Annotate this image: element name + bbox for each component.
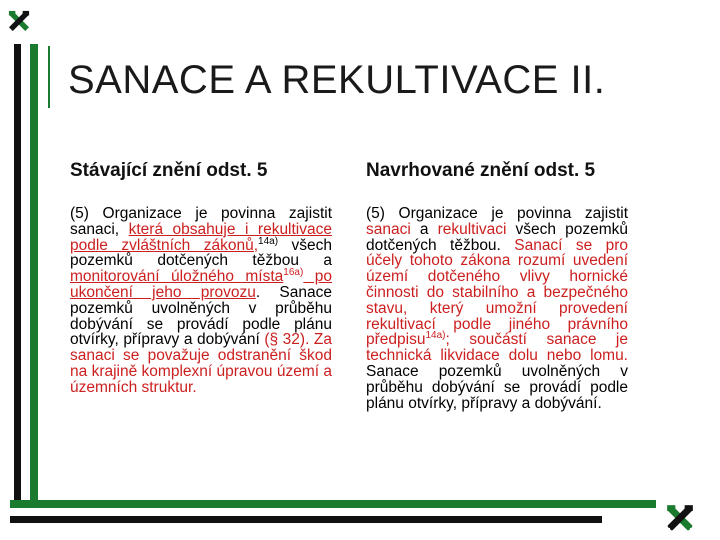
left-dark-bar xyxy=(14,44,21,500)
red-text-segment: ; součástí sanace je technická likvidace dolu nebo lomu. xyxy=(366,331,628,365)
red-text-segment: Sanací se pro účely tohoto zákona rozumí uvedení území dotčeného vlivy hornické činnosti do stabilního a bezpečného stavu, který umožní provedení rekultivací podle jiného právního předpisu xyxy=(366,236,628,349)
left-green-bar xyxy=(30,44,38,500)
proposed-text-heading: Navrhované znění odst. 5 xyxy=(366,160,596,181)
red-text-segment: (§ 32). Za sanaci se považuje odstranění škod na krajině komplexní úpravou území a územních struktur. xyxy=(70,331,332,396)
footnote-ref: 14a) xyxy=(258,235,279,247)
page-title: SANACE A REKULTIVACE II. xyxy=(68,58,606,102)
red-text-segment: sanaci xyxy=(366,220,411,238)
bottom-green-bar xyxy=(10,500,656,508)
red-text-segment: rekultivaci xyxy=(437,220,507,238)
red-text-segment: která obsahuje i rekultivace podle zvláštních zákonů, xyxy=(70,220,332,254)
red-text-segment: monitorování úložného místa xyxy=(70,268,284,286)
proposed-text-paragraph xyxy=(366,206,628,411)
crossed-hammers-logo-icon xyxy=(8,10,30,32)
footnote-ref: 14a) xyxy=(425,330,446,342)
text-segment: všech pozemků dotčených těžbou a xyxy=(70,236,332,270)
text-segment: a xyxy=(410,220,438,238)
text-segment: (5) Organizace je povinna zajistit xyxy=(366,205,628,222)
footnote-ref: 16a) xyxy=(283,267,304,279)
title-accent-bar xyxy=(48,46,50,108)
text-segment: všech pozemků dotčených těžbou. xyxy=(366,220,628,254)
bottom-dark-bar xyxy=(10,516,602,523)
text-segment: (5) Organizace je povinna zajistit sanaci, xyxy=(70,205,332,238)
text-segment: . Sanace pozemků uvolněných v průběhu dobývání se provádí podle plánu otvírky, přípravy a dobývání xyxy=(70,283,333,349)
red-text-segment: po ukončení jeho provozu xyxy=(70,268,332,301)
current-text-heading: Stávající znění odst. 5 xyxy=(70,160,268,181)
crossed-hammers-logo-icon xyxy=(666,504,694,532)
current-text-paragraph xyxy=(70,206,332,396)
text-segment: Sanace pozemků uvolněných v průběhu dobývání se provádí podle plánu otvírky, přípravy a dobývání. xyxy=(366,362,628,412)
